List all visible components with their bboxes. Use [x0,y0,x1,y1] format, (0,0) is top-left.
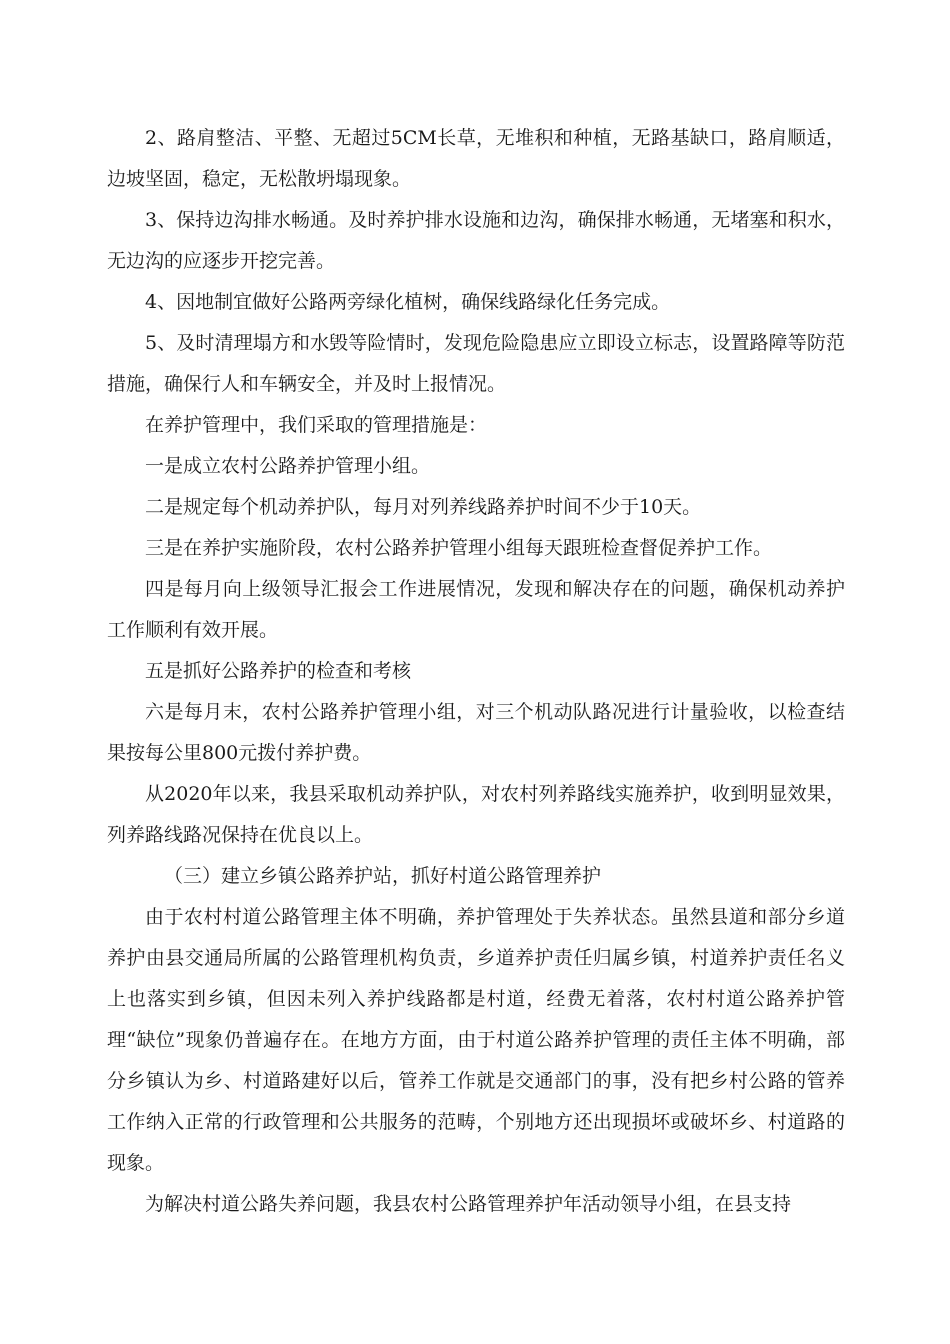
section-heading: （三）建立乡镇公路养护站，抓好村道公路管理养护 [164,865,602,887]
paragraph-road-shoulder: 2、路肩整洁、平整、无超过5CM长草，无堆积和种植，无路基缺口，路肩顺适，边坡坚固，稳定，无松散坍塌现象。 [107,127,845,190]
paragraph-measure-6: 六是每月末，农村公路养护管理小组，对三个机动队路况进行计量验收，以检查结果按每公里800元拨付养护费。 [107,701,845,764]
paragraph-greening: 4、因地制宜做好公路两旁绿化植树，确保线路绿化任务完成。 [145,291,671,313]
paragraph-measure-1: 一是成立农村公路养护管理小组。 [145,455,431,477]
paragraph-measure-5: 五是抓好公路养护的检查和考核 [145,660,412,682]
paragraph-solution-intro: 为解决村道公路失养问题，我县农村公路管理养护年活动领导小组，在县支持 [145,1193,792,1215]
paragraph-hazard-clearing: 5、及时清理塌方和水毁等险情时，发现危险隐患应立即设立标志，设置路障等防范措施，确保行人和车辆安全，并及时上报情况。 [107,332,845,395]
paragraph-village-road-problem: 由于农村村道公路管理主体不明确，养护管理处于失养状态。虽然县道和部分乡道养护由县交通局所属的公路管理机构负责，乡道养护责任归属乡镇，村道养护责任名义上也落实到乡镇，但因未列入养护线路都是村道，经费无着落，农村村道公路养护管理“缺位”现象仍普遍存在。在地方方面，由于村道公路养护管理的责任主体不明确，部分乡镇认为乡、村道路建好以后，管养工作就是交通部门的事，没有把乡村公路的管养工作纳入正常的行政管理和公共服务的范畴，个别地方还出现损坏或破坏乡、村道路的现象。 [107,906,845,1174]
paragraph-side-ditch: 3、保持边沟排水畅通。及时养护排水设施和边沟，确保排水畅通，无堵塞和积水，无边沟的应逐步开挖完善。 [107,209,845,272]
paragraph-measures-intro: 在养护管理中，我们采取的管理措施是： [145,414,488,436]
paragraph-measure-4: 四是每月向上级领导汇报会工作进展情况，发现和解决存在的问题，确保机动养护工作顺利有效开展。 [107,578,845,641]
paragraph-measure-2: 二是规定每个机动养护队，每月对列养线路养护时间不少于10天。 [145,496,702,518]
document-body [107,118,845,1225]
paragraph-results-since-2020: 从2020年以来，我县采取机动养护队，对农村列养路线实施养护，收到明显效果，列养路线路况保持在优良以上。 [107,783,845,846]
paragraph-measure-3: 三是在养护实施阶段，农村公路养护管理小组每天跟班检查督促养护工作。 [145,537,773,559]
